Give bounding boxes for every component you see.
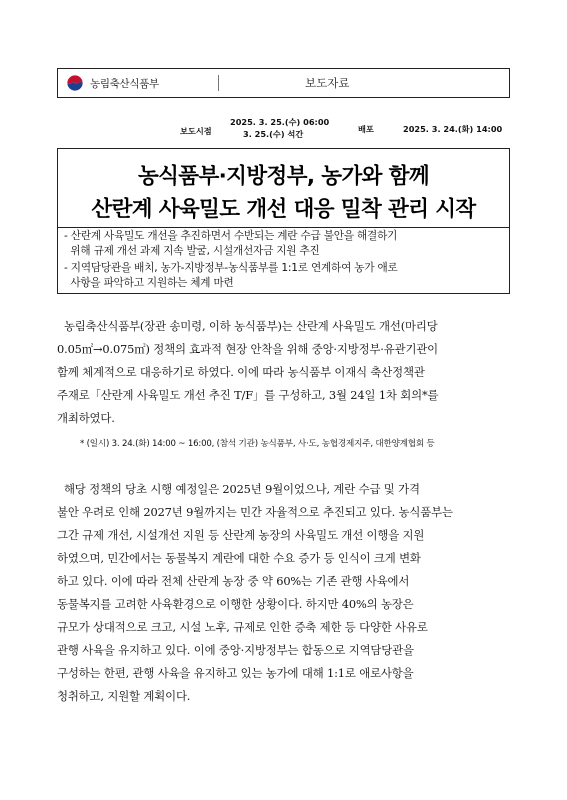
summary-line-4: 사항을 파악하고 지원하는 체계 마련 — [64, 277, 234, 289]
summary-line-2: 위해 규제 개선 과제 지속 발굴, 시설개선자금 지원 추진 — [64, 245, 320, 257]
paragraph-line: 하였으며, 민간에서는 동물복지 계란에 대한 수요 증가 등 인식이 크게 변화 — [57, 551, 421, 565]
paragraph-line: 농림축산식품부(장관 송미령, 이하 농식품부)는 산란계 사육밀도 개선(마리당 — [57, 319, 438, 333]
paragraph-line: 주재로「산란계 사육밀도 개선 추진 T/F」를 구성하고, 3월 24일 1차 회의*를 — [57, 388, 439, 402]
title-line-2: 산란계 사육밀도 개선 대응 밀착 관리 시작 — [91, 197, 476, 222]
paragraph-line: 그간 규제 개선, 시설개선 지원 등 산란계 농장의 사육밀도 개선 이행을 지원 — [57, 528, 425, 542]
footnote: * (일시) 3. 24.(화) 14:00 ~ 16:00, (참석 기관) 농식품부, 사·도, 농협경제지주, 대한양계협회 등 — [80, 439, 435, 449]
paragraph-line: 해당 정책의 당초 시행 예정일은 2025년 9월이었으나, 계란 수급 및 가격 — [57, 482, 420, 496]
header-divider — [218, 75, 219, 91]
ministry-name: 농림축산식품부 — [90, 78, 159, 90]
paragraph-line: 0.05㎡→0.075㎡) 정책의 효과적 현장 안착을 위해 중앙·지방정부·유관기관이 — [57, 342, 439, 356]
embargo-value-2: 3. 25.(수) 석간 — [243, 129, 304, 139]
summary-line-1: - 산란계 사육밀도 개선을 추진하면서 수반되는 계란 수급 불안을 해결하기 — [64, 230, 398, 242]
header-box — [57, 68, 510, 98]
paragraph-line: 청취하고, 지원할 계획이다. — [57, 689, 191, 703]
paragraph-line: 동물복지를 고려한 사육환경으로 이행한 상황이다. 하지만 40%의 농장은 — [57, 597, 414, 611]
paragraph-line: 규모가 상대적으로 크고, 시설 노후, 규제로 인한 증축 제한 등 다양한 사유로 — [57, 620, 428, 634]
paragraph-line: 구성하는 한편, 관행 사육을 유지하고 있는 농가에 대해 1:1로 애로사항을 — [57, 666, 414, 680]
embargo-label: 보도시점 — [180, 126, 212, 136]
paragraph-line: 하고 있다. 이에 따라 전체 산란계 농장 중 약 60%는 기존 관행 사육에서 — [57, 574, 410, 588]
embargo-value-1: 2025. 3. 25.(수) 06:00 — [230, 117, 330, 127]
paragraph-line: 관행 사육을 유지하고 있다. 이에 중앙·지방정부는 합동으로 지역담당관을 — [57, 643, 414, 657]
title-box — [57, 148, 510, 294]
doc-type-label: 보도자료 — [305, 76, 350, 90]
paragraph-line: 함께 체계적으로 대응하기로 하였다. 이에 따라 농식품부 이재식 축산정책관 — [57, 365, 425, 379]
paragraph-line: 불안 우려로 인해 2027년 9월까지는 민간 자율적으로 추진되고 있다. 농식품부는 — [57, 505, 453, 519]
title-divider — [58, 227, 509, 228]
title-line-1: 농식품부·지방정부, 농가와 함께 — [137, 164, 430, 189]
government-logo-icon — [66, 74, 84, 92]
distribution-value: 2025. 3. 24.(화) 14:00 — [403, 124, 503, 134]
paragraph-line: 개최하였다. — [57, 411, 115, 425]
distribution-label: 배포 — [358, 124, 374, 134]
summary-line-3: - 지역담당관을 배치, 농가-지방정부-농식품부를 1:1로 연계하여 농가 애로 — [64, 262, 398, 274]
